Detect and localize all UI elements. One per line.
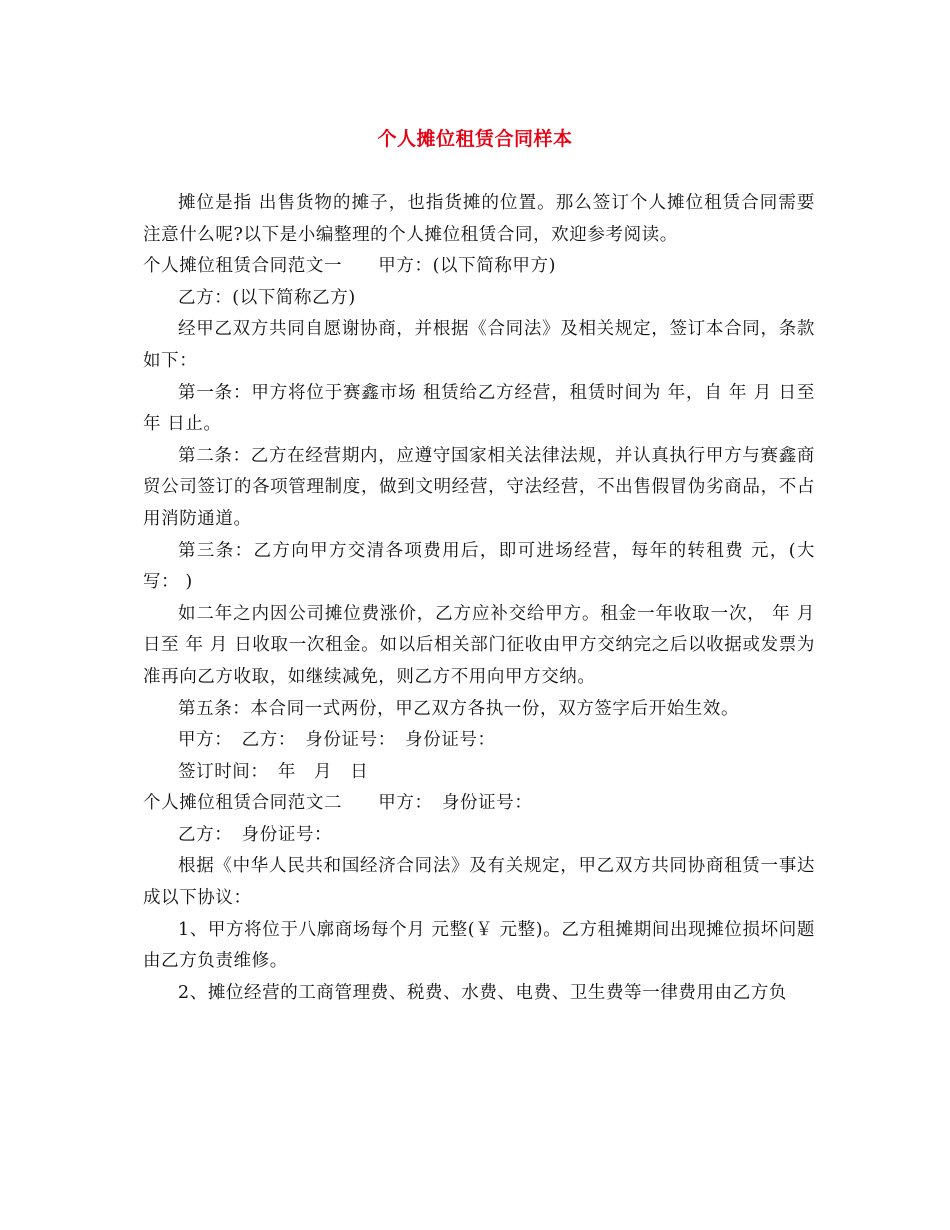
paragraph-article-1: 第一条：甲方将位于赛鑫市场 租赁给乙方经营，租赁时间为 年，自 年 月 日至 年 日止。: [143, 382, 815, 435]
paragraph-sign-date: 签订时间： 年 月 日: [178, 761, 369, 782]
paragraph-clause-2: 2、摊位经营的工商管理费、税费、水费、电费、卫生费等一律费用由乙方负: [178, 982, 788, 1003]
paragraph-article-5: 第五条：本合同一式两份，甲乙双方各执一份，双方签字后开始生效。: [178, 698, 740, 719]
paragraph-intro: 摊位是指 出售货物的摊子，也指货摊的位置。那么签订个人摊位租赁合同需要注意什么呢?以下是小编整理的个人摊位租赁合同，欢迎参考阅读。: [143, 193, 815, 245]
paragraph-sample-one-heading: 个人摊位租赁合同范文一 甲方：(以下简称甲方): [143, 256, 557, 277]
paragraph-rent-terms: 如二年之内因公司摊位费涨价，乙方应补交给甲方。租金一年收取一次， 年 月 日至 年 月 日收取一次租金。如以后相关部门征收由甲方交纳完之后以收据或发票为准再向乙方收取，如继续减免，则乙方不用向甲方交纳。: [143, 603, 815, 687]
document-title: 个人摊位租赁合同样本: [377, 128, 573, 150]
paragraph-sample-two-heading: 个人摊位租赁合同范文二 甲方： 身份证号：: [143, 793, 533, 814]
paragraph-basis: 根据《中华人民共和国经济合同法》及有关规定，甲乙双方共同协商租赁一事达成以下协议：: [143, 856, 815, 909]
paragraph-signatures: 甲方： 乙方： 身份证号： 身份证号：: [178, 730, 496, 751]
document-body: [143, 188, 815, 1009]
paragraph-party-b: 乙方：(以下简称乙方): [178, 287, 356, 308]
paragraph-article-3: 第三条：乙方向甲方交清各项费用后，即可进场经营，每年的转租费 元，(大写： ): [143, 540, 815, 593]
paragraph-clause-1: 1、甲方将位于八廓商场每个月 元整(￥ 元整)。乙方租摊期间出现摊位损坏问题由乙方负责维修。: [143, 919, 815, 972]
paragraph-preamble: 经甲乙双方共同自愿谢协商，并根据《合同法》及相关规定，签订本合同，条款如下：: [143, 319, 815, 371]
paragraph-party-b-id: 乙方： 身份证号：: [178, 824, 333, 845]
paragraph-article-2: 第二条：乙方在经营期内，应遵守国家相关法律法规，并认真执行甲方与赛鑫商贸公司签订的各项管理制度，做到文明经营，守法经营，不出售假冒伪劣商品，不占用消防通道。: [143, 445, 815, 529]
